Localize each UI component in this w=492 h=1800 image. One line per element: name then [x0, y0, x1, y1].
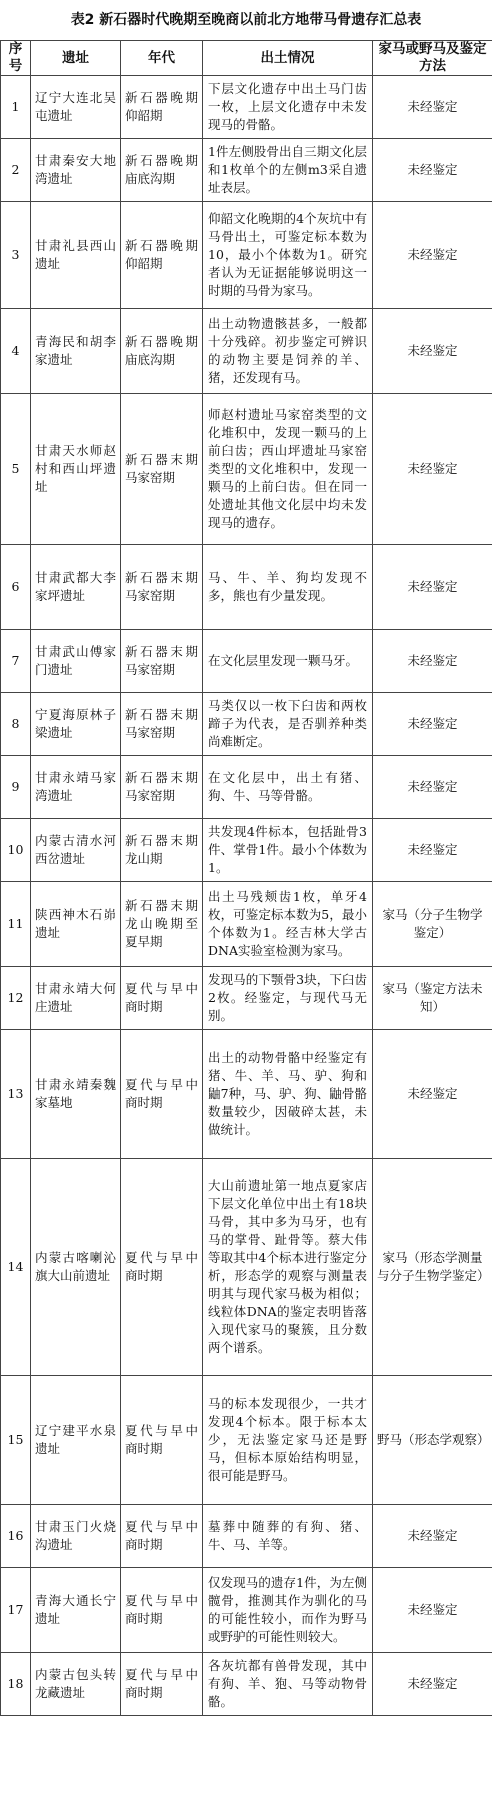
cell-no: 10	[1, 819, 31, 882]
cell-method: 未经鉴定	[373, 309, 492, 394]
table-row	[1, 1030, 492, 1159]
cell-method: 未经鉴定	[373, 630, 492, 693]
cell-method: 未经鉴定	[373, 202, 492, 309]
table-row	[1, 76, 492, 139]
table-row	[1, 139, 492, 202]
cell-finds: 发现马的下颚骨3块，下臼齿2枚。经鉴定，与现代马无别。	[203, 967, 373, 1030]
cell-no: 12	[1, 967, 31, 1030]
cell-method: 未经鉴定	[373, 756, 492, 819]
cell-period: 夏代与早中商时期	[121, 1505, 203, 1568]
cell-method: 家马（鉴定方法未知）	[373, 967, 492, 1030]
table-row	[1, 630, 492, 693]
table-row	[1, 1653, 492, 1716]
cell-site: 甘肃礼县西山遗址	[31, 202, 121, 309]
cell-site: 甘肃武山傅家门遗址	[31, 630, 121, 693]
cell-period: 新石器末期马家窑期	[121, 545, 203, 630]
table-row	[1, 309, 492, 394]
table-row	[1, 1568, 492, 1653]
cell-period: 夏代与早中商时期	[121, 1568, 203, 1653]
table-caption: 表2 新石器时代晚期至晚商以前北方地带马骨遗存汇总表	[70, 12, 422, 28]
header-no: 序号	[1, 41, 31, 76]
cell-period: 新石器晚期庙底沟期	[121, 139, 203, 202]
cell-no: 18	[1, 1653, 31, 1716]
cell-method: 未经鉴定	[373, 1568, 492, 1653]
cell-finds: 马类仅以一枚下臼齿和两枚蹄子为代表，是否驯养种类尚难断定。	[203, 693, 373, 756]
cell-site: 宁夏海原林子梁遗址	[31, 693, 121, 756]
cell-finds: 出土的动物骨骼中经鉴定有猪、牛、羊、马、驴、狗和鼬7种，马、驴、狗、鼬骨骼数量较少，因破碎太甚，未做统计。	[203, 1030, 373, 1159]
cell-method: 家马（形态学测量与分子生物学鉴定）	[373, 1159, 492, 1376]
table-row	[1, 693, 492, 756]
cell-finds: 出土马残颊齿1枚，单牙4枚，可鉴定标本数为5，最小个体数为1。经吉林大学古DNA实验室检测为家马。	[203, 882, 373, 967]
cell-finds: 墓葬中随葬的有狗、猪、牛、马、羊等。	[203, 1505, 373, 1568]
table-row	[1, 967, 492, 1030]
cell-method: 未经鉴定	[373, 1653, 492, 1716]
header-site: 遗址	[31, 41, 121, 76]
cell-period: 夏代与早中商时期	[121, 967, 203, 1030]
cell-finds: 在文化层中，出土有猪、狗、牛、马等骨骼。	[203, 756, 373, 819]
table-body	[1, 76, 492, 1716]
header-finds: 出土情况	[203, 41, 373, 76]
cell-no: 13	[1, 1030, 31, 1159]
table-row	[1, 756, 492, 819]
header-method: 家马或野马及鉴定方法	[373, 41, 492, 76]
cell-no: 14	[1, 1159, 31, 1376]
cell-method: 未经鉴定	[373, 1505, 492, 1568]
cell-period: 夏代与早中商时期	[121, 1376, 203, 1505]
cell-site: 甘肃永靖大何庄遗址	[31, 967, 121, 1030]
cell-method: 未经鉴定	[373, 76, 492, 139]
cell-finds: 下层文化遗存中出土马门齿一枚，上层文化遗存中未发现马的骨骼。	[203, 76, 373, 139]
table-row	[1, 882, 492, 967]
cell-period: 夏代与早中商时期	[121, 1159, 203, 1376]
cell-no: 6	[1, 545, 31, 630]
cell-method: 未经鉴定	[373, 819, 492, 882]
cell-period: 新石器末期马家窑期	[121, 756, 203, 819]
cell-method: 未经鉴定	[373, 394, 492, 545]
cell-method: 未经鉴定	[373, 693, 492, 756]
cell-finds: 共发现4件标本，包括趾骨3件、掌骨1件。最小个体数为1。	[203, 819, 373, 882]
cell-finds: 各灰坑都有兽骨发现，其中有狗、羊、狍、马等动物骨骼。	[203, 1653, 373, 1716]
cell-no: 17	[1, 1568, 31, 1653]
cell-period: 新石器末期龙山晚期至夏早期	[121, 882, 203, 967]
cell-no: 5	[1, 394, 31, 545]
cell-no: 15	[1, 1376, 31, 1505]
cell-period: 新石器末期马家窑期	[121, 693, 203, 756]
cell-site: 内蒙古清水河西岔遗址	[31, 819, 121, 882]
cell-no: 7	[1, 630, 31, 693]
cell-site: 甘肃玉门火烧沟遗址	[31, 1505, 121, 1568]
cell-finds: 马、牛、羊、狗均发现不多，熊也有少量发现。	[203, 545, 373, 630]
table-row	[1, 202, 492, 309]
cell-site: 甘肃武都大李家坪遗址	[31, 545, 121, 630]
cell-site: 青海大通长宁遗址	[31, 1568, 121, 1653]
cell-period: 夏代与早中商时期	[121, 1030, 203, 1159]
table-row	[1, 1505, 492, 1568]
header-period: 年代	[121, 41, 203, 76]
cell-finds: 仅发现马的遗存1件，为左侧髋骨，推测其作为驯化的马的可能性较小，而作为野马或野驴的可能性则较大。	[203, 1568, 373, 1653]
cell-period: 夏代与早中商时期	[121, 1653, 203, 1716]
cell-period: 新石器末期龙山期	[121, 819, 203, 882]
cell-period: 新石器晚期仰韶期	[121, 202, 203, 309]
cell-no: 3	[1, 202, 31, 309]
cell-finds: 1件左侧股骨出自三期文化层和1枚单个的左侧m3采自遗址表层。	[203, 139, 373, 202]
cell-site: 青海民和胡李家遗址	[31, 309, 121, 394]
cell-method: 未经鉴定	[373, 545, 492, 630]
cell-site: 甘肃永靖马家湾遗址	[31, 756, 121, 819]
cell-no: 4	[1, 309, 31, 394]
cell-finds: 出土动物遗骸甚多，一般都十分残碎。初步鉴定可辨识的动物主要是饲养的羊、猪，还发现有马。	[203, 309, 373, 394]
cell-site: 甘肃秦安大地湾遗址	[31, 139, 121, 202]
cell-finds: 大山前遗址第一地点夏家店下层文化单位中出土有18块马骨，其中多为马牙，也有马的掌骨、趾骨等。蔡大伟等取其中4个标本进行鉴定分析，形态学的观察与测量表明其与现代家马极为相似；线粒体DNA的鉴定表明皆落入现代家马的聚簇，且分数两个谱系。	[203, 1159, 373, 1376]
cell-site: 内蒙古喀喇沁旗大山前遗址	[31, 1159, 121, 1376]
table-row	[1, 545, 492, 630]
header-row	[1, 41, 492, 76]
cell-no: 9	[1, 756, 31, 819]
cell-site: 辽宁大连北吴屯遗址	[31, 76, 121, 139]
cell-site: 陕西神木石峁遗址	[31, 882, 121, 967]
cell-site: 甘肃永靖秦魏家墓地	[31, 1030, 121, 1159]
cell-site: 辽宁建平水泉遗址	[31, 1376, 121, 1505]
cell-finds: 马的标本发现很少，一共才发现4个标本。限于标本太少，无法鉴定家马还是野马，但标本原始结构明显，很可能是野马。	[203, 1376, 373, 1505]
cell-no: 11	[1, 882, 31, 967]
cell-period: 新石器晚期仰韶期	[121, 76, 203, 139]
cell-no: 1	[1, 76, 31, 139]
cell-method: 未经鉴定	[373, 139, 492, 202]
table-row	[1, 394, 492, 545]
cell-finds: 仰韶文化晚期的4个灰坑中有马骨出土，可鉴定标本数为10，最小个体数为1。研究者认为无证据能够说明这一时期的马骨为家马。	[203, 202, 373, 309]
cell-method: 未经鉴定	[373, 1030, 492, 1159]
cell-finds: 师赵村遗址马家窑类型的文化堆积中，发现一颗马的上前臼齿；西山坪遗址马家窑类型的文化堆积中，发现一颗马的上前臼齿。但在同一处遗址其他文化层中均未发现马的遗存。	[203, 394, 373, 545]
cell-finds: 在文化层里发现一颗马牙。	[203, 630, 373, 693]
cell-period: 新石器晚期庙底沟期	[121, 309, 203, 394]
table-row	[1, 1159, 492, 1376]
table-row	[1, 1376, 492, 1505]
cell-site: 甘肃天水师赵村和西山坪遗址	[31, 394, 121, 545]
cell-no: 16	[1, 1505, 31, 1568]
horse-remains-table	[0, 40, 492, 1716]
cell-no: 2	[1, 139, 31, 202]
cell-site: 内蒙古包头转龙藏遗址	[31, 1653, 121, 1716]
cell-no: 8	[1, 693, 31, 756]
cell-method: 家马（分子生物学鉴定）	[373, 882, 492, 967]
cell-method: 野马（形态学观察）	[373, 1376, 492, 1505]
table-row	[1, 819, 492, 882]
cell-period: 新石器末期马家窑期	[121, 394, 203, 545]
cell-period: 新石器末期马家窑期	[121, 630, 203, 693]
